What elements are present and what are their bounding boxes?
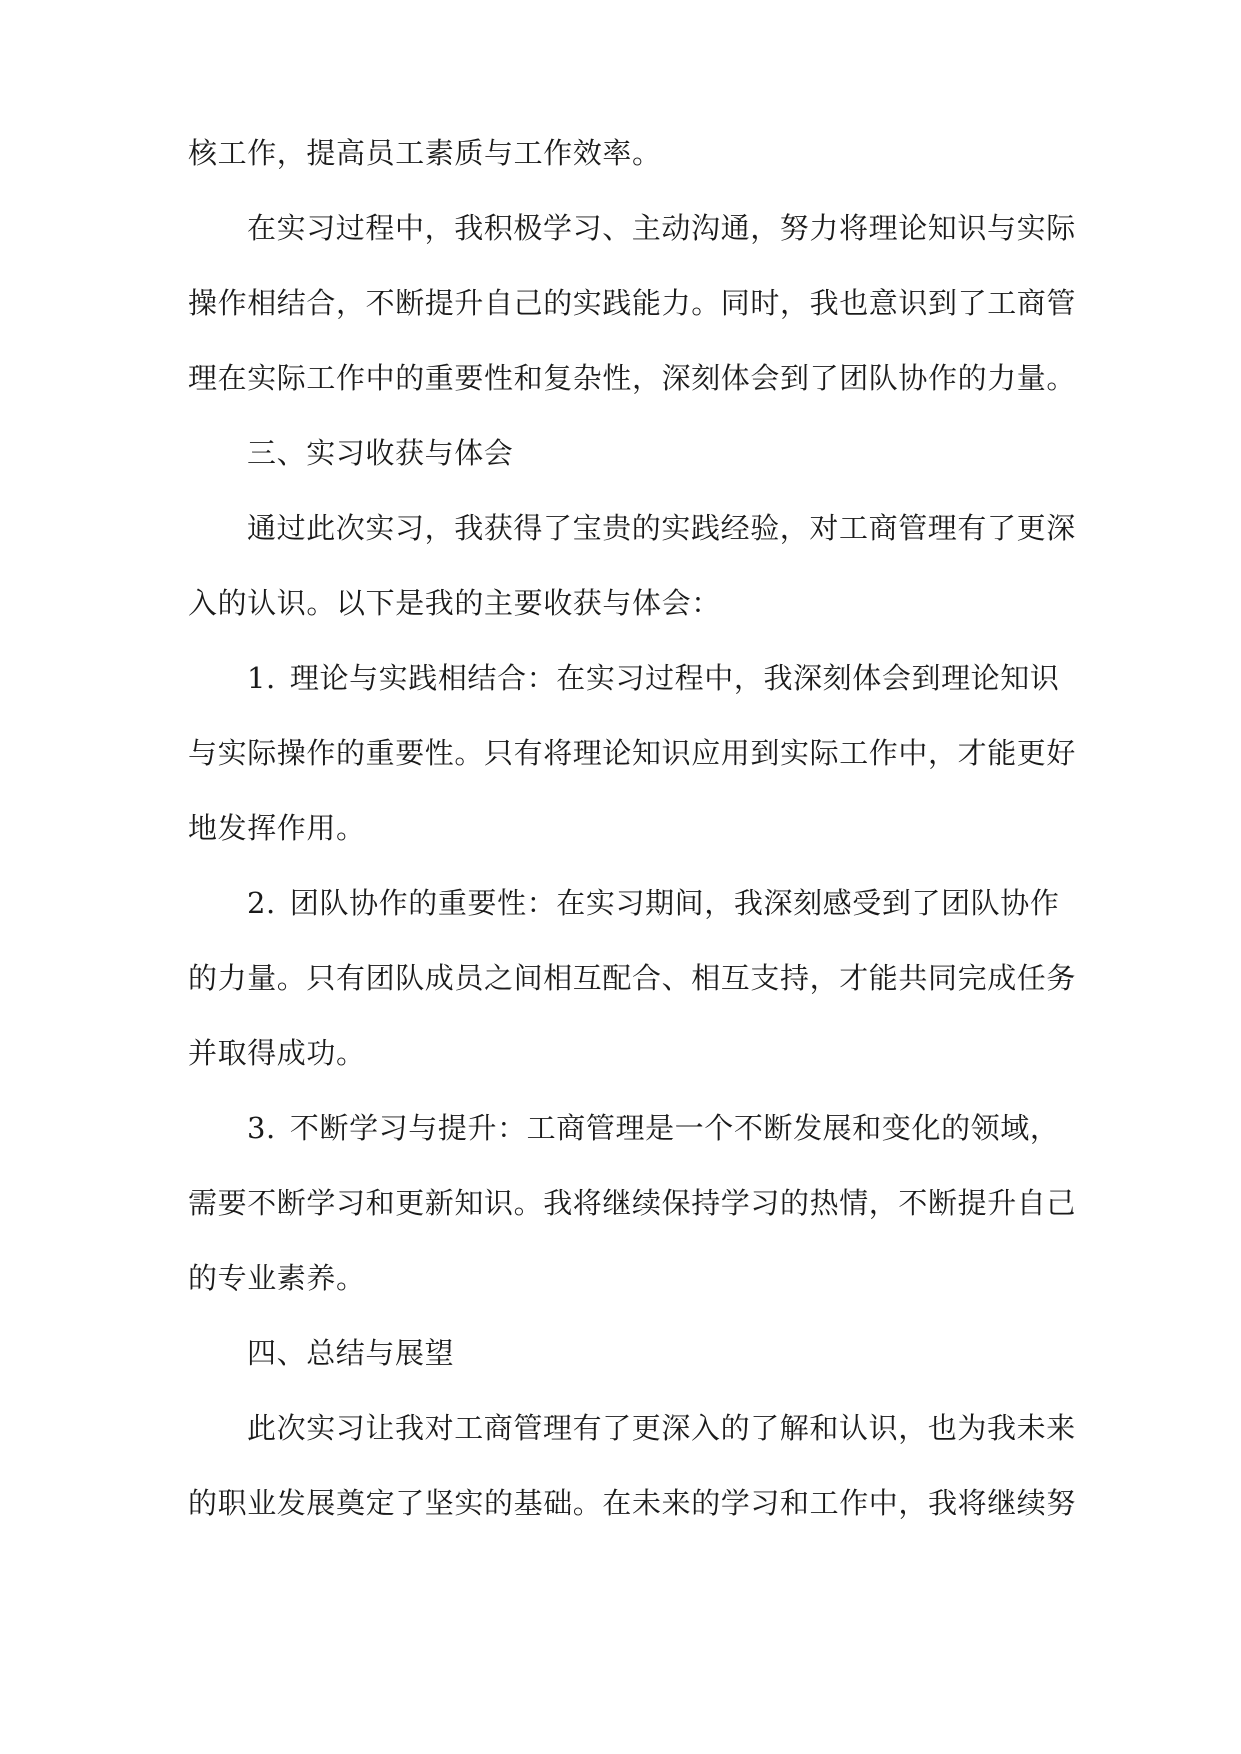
document-body — [188, 136, 1077, 1563]
paragraph-line: 的职业发展奠定了坚实的基础。在未来的学习和工作中，我将继续努 — [188, 1486, 1077, 1520]
list-item-text: 团队协作的重要性：在实习期间，我深刻感受到了团队协作 — [289, 886, 1060, 920]
paragraph-line: 并取得成功。 — [188, 1036, 366, 1070]
paragraph-line: 通过此次实习，我获得了宝贵的实践经验，对工商管理有了更深 — [247, 511, 1076, 545]
paragraph-line: 的专业素养。 — [188, 1261, 366, 1295]
paragraph-line: 核工作，提高员工素质与工作效率。 — [188, 136, 662, 170]
paragraph-line: 入的认识。以下是我的主要收获与体会： — [188, 586, 721, 620]
list-item-number: 2. — [247, 886, 276, 920]
paragraph-line: 地发挥作用。 — [188, 811, 366, 845]
list-item — [188, 888, 1058, 918]
paragraph-line: 此次实习让我对工商管理有了更深入的了解和认识，也为我未来 — [247, 1411, 1076, 1445]
section-heading: 四、总结与展望 — [247, 1336, 455, 1370]
paragraph-line: 需要不断学习和更新知识。我将继续保持学习的热情，不断提升自己 — [188, 1186, 1077, 1220]
list-item-number: 1. — [247, 661, 276, 695]
paragraph-line: 理在实际工作中的重要性和复杂性，深刻体会到了团队协作的力量。 — [188, 361, 1077, 395]
list-item-text: 不断学习与提升：工商管理是一个不断发展和变化的领域， — [289, 1111, 1060, 1145]
paragraph-line: 与实际操作的重要性。只有将理论知识应用到实际工作中，才能更好 — [188, 736, 1077, 770]
paragraph-line: 在实习过程中，我积极学习、主动沟通，努力将理论知识与实际 — [247, 211, 1076, 245]
list-item — [188, 1113, 1058, 1143]
paragraph-line: 的力量。只有团队成员之间相互配合、相互支持，才能共同完成任务 — [188, 961, 1077, 995]
list-item-text: 理论与实践相结合：在实习过程中，我深刻体会到理论知识 — [289, 661, 1060, 695]
list-item-number: 3. — [247, 1111, 276, 1145]
list-item — [188, 663, 1058, 693]
section-heading: 三、实习收获与体会 — [247, 436, 514, 470]
paragraph-line: 操作相结合，不断提升自己的实践能力。同时，我也意识到了工商管 — [188, 286, 1077, 320]
